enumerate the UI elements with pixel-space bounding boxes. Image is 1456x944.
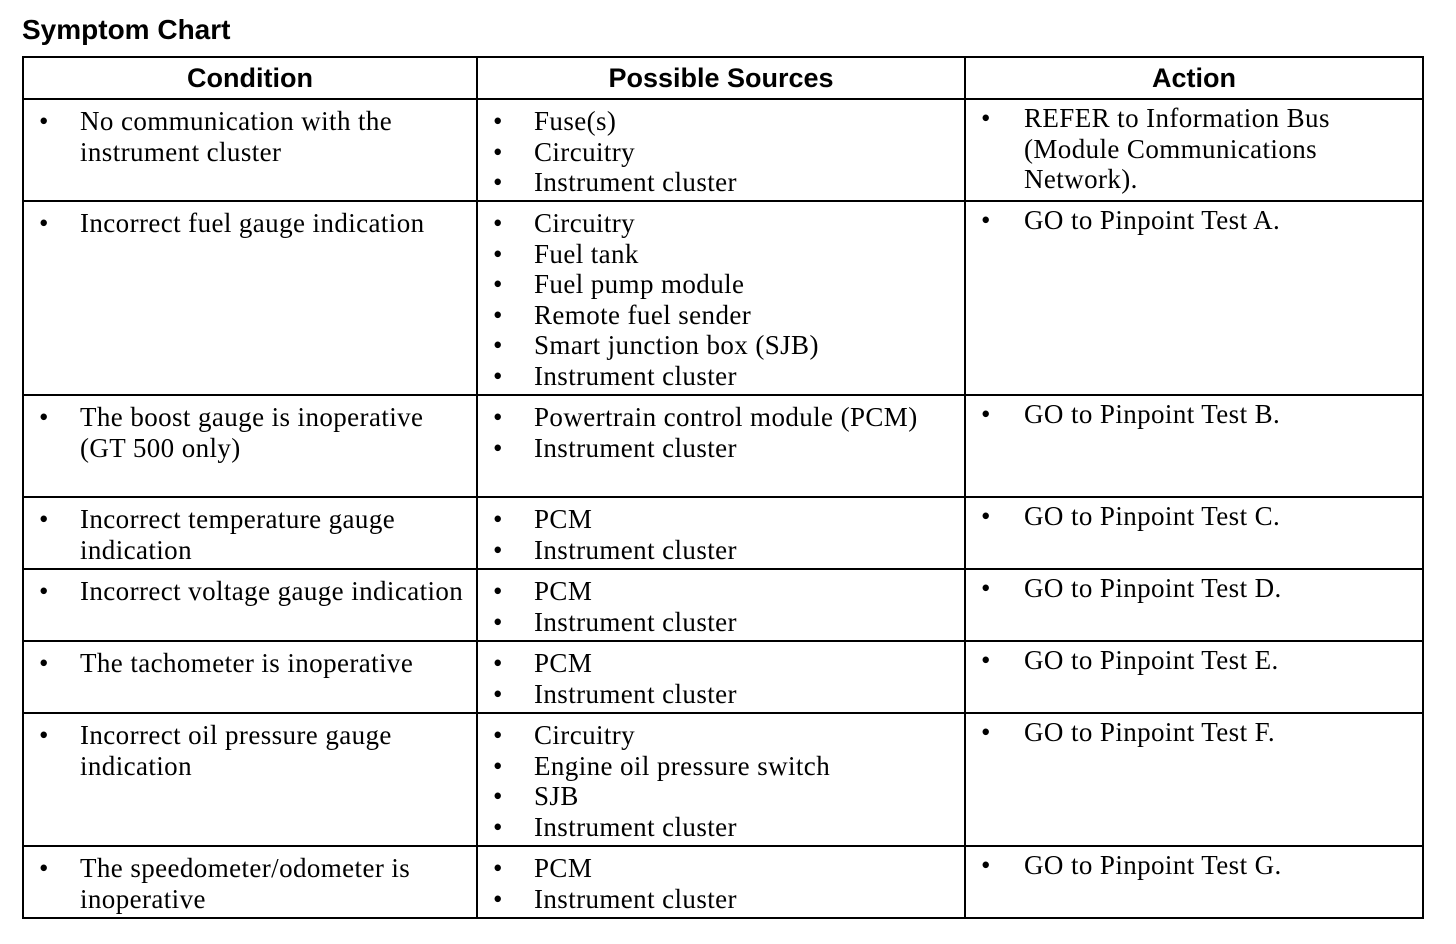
action-list: [966, 714, 1422, 748]
condition-item: [24, 402, 476, 463]
action-item-text: GO to Pinpoint Test G.: [1024, 850, 1282, 880]
action-item: [966, 501, 1422, 532]
bullet-icon: •: [493, 402, 503, 432]
source-item: [478, 607, 964, 638]
bullet-icon: •: [493, 781, 503, 812]
action-list: [966, 847, 1422, 881]
action-item-text: GO to Pinpoint Test B.: [1024, 399, 1281, 429]
source-item: [478, 361, 964, 392]
source-item-text: PCM: [534, 504, 593, 534]
source-item: [478, 402, 964, 433]
action-list: [966, 396, 1422, 430]
action-item-text: GO to Pinpoint Test D.: [1024, 573, 1282, 603]
possible-sources-cell: [477, 569, 965, 641]
source-item: [478, 648, 964, 679]
bullet-icon: •: [981, 103, 991, 133]
source-item-text: Engine oil pressure switch: [534, 750, 831, 781]
action-item-text: GO to Pinpoint Test E.: [1024, 645, 1279, 675]
table-header-row: [23, 57, 1423, 99]
source-item-text: Fuel pump module: [534, 269, 745, 300]
bullet-icon: •: [493, 811, 503, 842]
source-item-text: Instrument cluster: [534, 883, 737, 914]
condition-cell: [23, 99, 477, 201]
bullet-icon: •: [981, 645, 991, 675]
action-item: [966, 205, 1422, 236]
table-row: [23, 201, 1423, 395]
bullet-icon: •: [493, 853, 503, 883]
possible-sources-cell: [477, 713, 965, 846]
possible-sources-cell: [477, 641, 965, 713]
condition-list: [24, 642, 476, 679]
source-item-text: Smart junction box (SJB): [534, 330, 819, 361]
sources-list: [478, 570, 964, 637]
source-item-text: Instrument cluster: [534, 678, 737, 709]
bullet-icon: •: [493, 504, 503, 534]
action-cell: [965, 201, 1423, 395]
source-item-text: Powertrain control module (PCM): [534, 402, 918, 432]
source-item-text: Instrument cluster: [534, 432, 737, 463]
table-body: [23, 99, 1423, 918]
sources-list: [478, 202, 964, 392]
action-list: [966, 570, 1422, 604]
source-item-text: Circuitry: [534, 208, 636, 238]
source-item: [478, 106, 964, 137]
source-item-text: Instrument cluster: [534, 534, 737, 565]
bullet-icon: •: [493, 432, 503, 463]
bullet-icon: •: [981, 717, 991, 747]
bullet-icon: •: [493, 720, 503, 750]
source-item: [478, 330, 964, 361]
action-cell: [965, 569, 1423, 641]
condition-column-header: Condition: [23, 57, 477, 99]
source-item: [478, 751, 964, 782]
condition-item-text: No communication with the instrument cluster: [80, 106, 393, 167]
bullet-icon: •: [39, 853, 49, 883]
condition-list: [24, 396, 476, 463]
action-item: [966, 573, 1422, 604]
condition-item-text: Incorrect temperature gauge indication: [80, 504, 396, 565]
action-item: [966, 645, 1422, 676]
bullet-icon: •: [493, 208, 503, 238]
condition-item: [24, 648, 476, 679]
source-item: [478, 433, 964, 464]
possible-sources-cell: [477, 395, 965, 497]
bullet-icon: •: [493, 648, 503, 678]
bullet-icon: •: [493, 576, 503, 606]
condition-cell: [23, 641, 477, 713]
sources-list: [478, 498, 964, 565]
bullet-icon: •: [493, 136, 503, 167]
condition-item-text: The tachometer is inoperative: [80, 648, 414, 678]
condition-item-text: Incorrect voltage gauge indication: [80, 576, 464, 606]
condition-item: [24, 853, 476, 914]
bullet-icon: •: [493, 106, 503, 136]
condition-item-text: Incorrect fuel gauge indication: [80, 208, 425, 238]
condition-list: [24, 847, 476, 914]
source-item-text: Instrument cluster: [534, 811, 737, 842]
source-item: [478, 167, 964, 198]
condition-cell: [23, 497, 477, 569]
condition-item: [24, 106, 476, 167]
symptom-chart-table: [22, 56, 1424, 919]
source-item: [478, 853, 964, 884]
action-list: [966, 202, 1422, 236]
bullet-icon: •: [981, 573, 991, 603]
source-item-text: Instrument cluster: [534, 360, 737, 391]
condition-list: [24, 202, 476, 239]
action-cell: [965, 99, 1423, 201]
source-item: [478, 576, 964, 607]
source-item: [478, 535, 964, 566]
bullet-icon: •: [493, 750, 503, 781]
action-item: [966, 850, 1422, 881]
action-cell: [965, 395, 1423, 497]
bullet-icon: •: [493, 678, 503, 709]
source-item-text: Fuse(s): [534, 106, 617, 136]
possible-sources-column-header: Possible Sources: [477, 57, 965, 99]
bullet-icon: •: [493, 238, 503, 269]
bullet-icon: •: [981, 850, 991, 880]
table-row: [23, 99, 1423, 201]
condition-cell: [23, 846, 477, 918]
bullet-icon: •: [39, 208, 49, 238]
source-item-text: Circuitry: [534, 136, 636, 167]
source-item: [478, 884, 964, 915]
action-item-text: GO to Pinpoint Test F.: [1024, 717, 1276, 747]
possible-sources-cell: [477, 497, 965, 569]
action-cell: [965, 497, 1423, 569]
action-column-header: Action: [965, 57, 1423, 99]
bullet-icon: •: [981, 205, 991, 235]
source-item: [478, 679, 964, 710]
source-item-text: Remote fuel sender: [534, 299, 752, 330]
possible-sources-cell: [477, 846, 965, 918]
source-item-text: Fuel tank: [534, 238, 639, 269]
bullet-icon: •: [493, 534, 503, 565]
bullet-icon: •: [493, 299, 503, 330]
action-list: [966, 100, 1422, 195]
condition-cell: [23, 569, 477, 641]
bullet-icon: •: [493, 360, 503, 391]
source-item-text: PCM: [534, 853, 593, 883]
action-list: [966, 498, 1422, 532]
source-item-text: Instrument cluster: [534, 606, 737, 637]
condition-cell: [23, 395, 477, 497]
condition-item: [24, 504, 476, 565]
table-row: [23, 497, 1423, 569]
source-item: [478, 137, 964, 168]
bullet-icon: •: [493, 269, 503, 300]
action-item-text: REFER to Information Bus (Module Communications Network).: [1024, 103, 1330, 195]
source-item-text: Circuitry: [534, 720, 636, 750]
source-item-text: Instrument cluster: [534, 167, 737, 198]
action-cell: [965, 713, 1423, 846]
source-item: [478, 504, 964, 535]
condition-item: [24, 208, 476, 239]
sources-list: [478, 642, 964, 709]
bullet-icon: •: [39, 504, 49, 534]
table-row: [23, 395, 1423, 497]
bullet-icon: •: [981, 399, 991, 429]
condition-item-text: The boost gauge is inoperative (GT 500 only): [80, 402, 424, 463]
action-cell: [965, 641, 1423, 713]
bullet-icon: •: [981, 501, 991, 531]
table-row: [23, 846, 1423, 918]
action-item: [966, 717, 1422, 748]
source-item: [478, 208, 964, 239]
table-row: [23, 569, 1423, 641]
action-list: [966, 642, 1422, 676]
possible-sources-cell: [477, 201, 965, 395]
condition-item: [24, 576, 476, 607]
possible-sources-cell: [477, 99, 965, 201]
bullet-icon: •: [493, 167, 503, 198]
condition-list: [24, 498, 476, 565]
bullet-icon: •: [39, 648, 49, 678]
bullet-icon: •: [39, 720, 49, 750]
bullet-icon: •: [39, 576, 49, 606]
sources-list: [478, 100, 964, 198]
source-item: [478, 269, 964, 300]
bullet-icon: •: [493, 883, 503, 914]
bullet-icon: •: [39, 402, 49, 432]
condition-item-text: Incorrect oil pressure gauge indication: [80, 720, 392, 781]
bullet-icon: •: [493, 606, 503, 637]
sources-list: [478, 847, 964, 914]
source-item: [478, 239, 964, 270]
source-item: [478, 812, 964, 843]
condition-item-text: The speedometer/odometer is inoperative: [80, 853, 411, 914]
sources-list: [478, 714, 964, 842]
action-item-text: GO to Pinpoint Test A.: [1024, 205, 1281, 235]
condition-cell: [23, 201, 477, 395]
bullet-icon: •: [493, 330, 503, 361]
condition-list: [24, 100, 476, 167]
bullet-icon: •: [39, 106, 49, 136]
condition-list: [24, 714, 476, 781]
condition-item: [24, 720, 476, 781]
source-item: [478, 781, 964, 812]
source-item-text: SJB: [534, 781, 579, 812]
page-title: Symptom Chart: [22, 14, 231, 45]
source-item-text: PCM: [534, 648, 593, 678]
action-item: [966, 103, 1422, 195]
condition-cell: [23, 713, 477, 846]
action-item-text: GO to Pinpoint Test C.: [1024, 501, 1281, 531]
table-row: [23, 713, 1423, 846]
action-cell: [965, 846, 1423, 918]
condition-list: [24, 570, 476, 607]
source-item: [478, 300, 964, 331]
source-item: [478, 720, 964, 751]
source-item-text: PCM: [534, 576, 593, 606]
table-row: [23, 641, 1423, 713]
sources-list: [478, 396, 964, 463]
action-item: [966, 399, 1422, 430]
